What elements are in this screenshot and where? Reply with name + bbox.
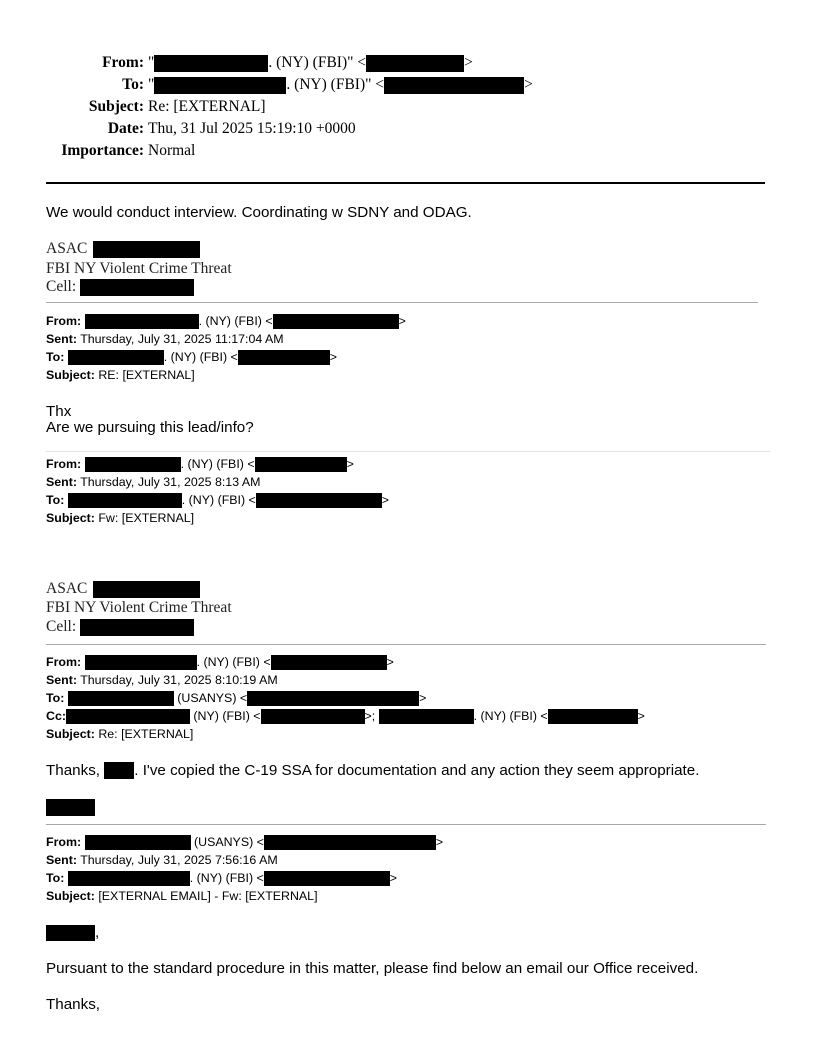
header-to-value — [148, 74, 533, 96]
from-end: > — [346, 457, 354, 471]
email-to-row — [46, 491, 389, 509]
redaction-block — [85, 314, 199, 329]
redaction-block — [68, 691, 174, 706]
email-to-row — [46, 869, 443, 887]
cc-separator: >; — [364, 709, 376, 723]
email-sent-row — [46, 671, 645, 689]
redaction-block — [68, 493, 182, 508]
signature-title-row — [46, 580, 200, 598]
email-from-row — [46, 312, 406, 330]
redaction-block — [46, 799, 95, 816]
message-line: Are we pursuing this lead/info? — [46, 419, 254, 436]
subject-value: Fw: [EXTERNAL] — [98, 511, 195, 525]
header-subject-row — [0, 96, 816, 118]
redaction-block — [80, 619, 194, 636]
subject-label: Subject: — [46, 511, 95, 525]
header-importance-value: Normal — [148, 142, 196, 159]
redaction-block — [80, 279, 194, 296]
header-importance-row — [0, 140, 816, 162]
email-separator — [46, 824, 766, 825]
quote-mark: " — [148, 54, 155, 71]
from-rest: . (NY) (FBI) < — [180, 457, 255, 471]
redaction-block — [104, 762, 134, 779]
email-meta-block — [46, 455, 389, 527]
redaction-block — [46, 925, 95, 941]
to-label: To: — [46, 691, 65, 705]
redaction-block — [68, 350, 164, 365]
header-subject-value: Re: [EXTERNAL] — [148, 98, 266, 115]
subject-value: Re: [EXTERNAL] — [98, 727, 194, 741]
from-end: > — [398, 314, 406, 328]
email-from-row — [46, 833, 443, 851]
email-subject-row — [46, 509, 389, 527]
email-separator — [46, 451, 770, 452]
subject-label: Subject: — [46, 368, 95, 382]
message-closing: Thanks, — [46, 996, 101, 1013]
email-to-row — [46, 689, 645, 707]
greeting-comma: , — [95, 924, 100, 941]
redaction-block — [85, 457, 181, 472]
signature-cell-row — [46, 618, 194, 636]
from-label: From: — [46, 655, 82, 669]
from-rest: . (NY) (FBI) < — [196, 655, 271, 669]
email-to-row — [46, 348, 406, 366]
from-label: From: — [46, 835, 82, 849]
to-label: To: — [46, 493, 65, 507]
redaction-block — [154, 55, 268, 72]
cc-rest: (NY) (FBI) < — [189, 709, 261, 723]
message-body: We would conduct interview. Coordinating w SDNY and ODAG. — [46, 204, 472, 221]
from-end: > — [435, 835, 444, 849]
header-to-mid: . (NY) (FBI)" < — [286, 76, 385, 93]
header-from-mid: . (NY) (FBI)" < — [268, 54, 367, 71]
signature-cell-row — [46, 278, 194, 296]
email-sent-row — [46, 851, 443, 869]
to-end: > — [389, 871, 398, 885]
email-from-row — [46, 653, 645, 671]
signature-title: ASAC — [46, 580, 88, 597]
signature-title-row — [46, 240, 200, 258]
email-from-row — [46, 455, 389, 473]
header-importance-label: Importance: — [61, 142, 144, 159]
to-label: To: — [46, 871, 65, 885]
email-subject-row — [46, 887, 443, 905]
email-cc-row — [46, 707, 645, 725]
redaction-block — [85, 835, 191, 850]
email-sent-row — [46, 473, 389, 491]
sent-value: Thursday, July 31, 2025 7:56:16 AM — [80, 853, 278, 867]
message-body-post: . I've copied the C-19 SSA for documentation and any action they seem appropriate. — [134, 762, 700, 779]
header-date-label: Date: — [107, 120, 144, 137]
redaction-block — [548, 709, 638, 724]
quote-mark: " — [148, 76, 155, 93]
sent-label: Sent: — [46, 332, 77, 346]
message-body: Pursuant to the standard procedure in this matter, please find below an email our Office received. — [46, 960, 699, 977]
redaction-block — [68, 871, 190, 886]
redaction-block — [366, 55, 464, 72]
email-separator — [46, 302, 758, 303]
signature-title: ASAC — [46, 240, 88, 257]
header-date-value: Thu, 31 Jul 2025 15:19:10 +0000 — [148, 120, 356, 137]
email-subject-row — [46, 366, 406, 384]
header-from-row — [0, 52, 816, 74]
redaction-block — [379, 709, 474, 724]
from-end: > — [386, 655, 394, 669]
redaction-block — [273, 314, 399, 329]
redaction-block — [66, 709, 190, 724]
sent-value: Thursday, July 31, 2025 8:10:19 AM — [80, 673, 278, 687]
redaction-block — [256, 493, 382, 508]
email-meta-block — [46, 653, 645, 743]
from-label: From: — [46, 314, 82, 328]
sent-label: Sent: — [46, 853, 77, 867]
sent-label: Sent: — [46, 475, 77, 489]
redaction-block — [255, 457, 347, 472]
subject-value: [EXTERNAL EMAIL] - Fw: [EXTERNAL] — [98, 889, 318, 903]
email-sent-row — [46, 330, 406, 348]
cc-end: > — [637, 709, 645, 723]
redaction-block — [154, 77, 286, 94]
email-separator — [46, 644, 766, 645]
to-rest: . (NY) (FBI) < — [181, 493, 256, 507]
to-rest: . (NY) (FBI) < — [189, 871, 264, 885]
subject-value: RE: [EXTERNAL] — [98, 368, 195, 382]
header-subject-label: Subject: — [88, 98, 144, 115]
redaction-block — [264, 871, 390, 886]
to-end: > — [329, 350, 338, 364]
from-rest: (USANYS) < — [190, 835, 264, 849]
header-to-label: To: — [122, 76, 144, 93]
header-from-value — [148, 52, 473, 74]
from-label: From: — [46, 457, 82, 471]
to-rest: . (NY) (FBI) < — [163, 350, 238, 364]
to-rest: (USANYS) < — [173, 691, 248, 705]
signature-cell-label: Cell: — [46, 618, 77, 635]
message-body-row — [46, 762, 699, 779]
header-date-row — [0, 118, 816, 140]
email-subject-row — [46, 725, 645, 743]
header-to-row — [0, 74, 816, 96]
header-to-end: > — [524, 76, 533, 93]
redaction-block — [264, 835, 436, 850]
signature-org: FBI NY Violent Crime Threat — [46, 260, 232, 277]
cc-label: Cc: — [46, 709, 66, 723]
redaction-block — [238, 350, 330, 365]
message-line: Thx — [46, 403, 72, 420]
redaction-block — [271, 655, 387, 670]
greeting-row — [46, 924, 99, 941]
email-meta-block — [46, 312, 406, 384]
to-end: > — [419, 691, 427, 705]
sent-label: Sent: — [46, 673, 77, 687]
sent-value: Thursday, July 31, 2025 11:17:04 AM — [80, 332, 284, 346]
header-divider — [46, 182, 765, 184]
sent-value: Thursday, July 31, 2025 8:13 AM — [80, 475, 261, 489]
subject-label: Subject: — [46, 727, 95, 741]
cc-rest: . (NY) (FBI) < — [473, 709, 548, 723]
redaction-block — [384, 77, 524, 94]
redaction-block — [93, 241, 200, 258]
email-meta-block — [46, 833, 443, 905]
from-rest: . (NY) (FBI) < — [198, 314, 273, 328]
to-label: To: — [46, 350, 65, 364]
redaction-block — [261, 709, 365, 724]
to-end: > — [381, 493, 390, 507]
redaction-block — [247, 691, 419, 706]
subject-label: Subject: — [46, 889, 95, 903]
redaction-block — [85, 655, 197, 670]
header-from-label: From: — [102, 54, 144, 71]
signature-org: FBI NY Violent Crime Threat — [46, 599, 232, 616]
signature-row — [46, 798, 95, 816]
header-from-end: > — [464, 54, 473, 71]
redaction-block — [93, 581, 200, 598]
message-body-pre: Thanks, — [46, 762, 101, 779]
signature-cell-label: Cell: — [46, 278, 77, 295]
